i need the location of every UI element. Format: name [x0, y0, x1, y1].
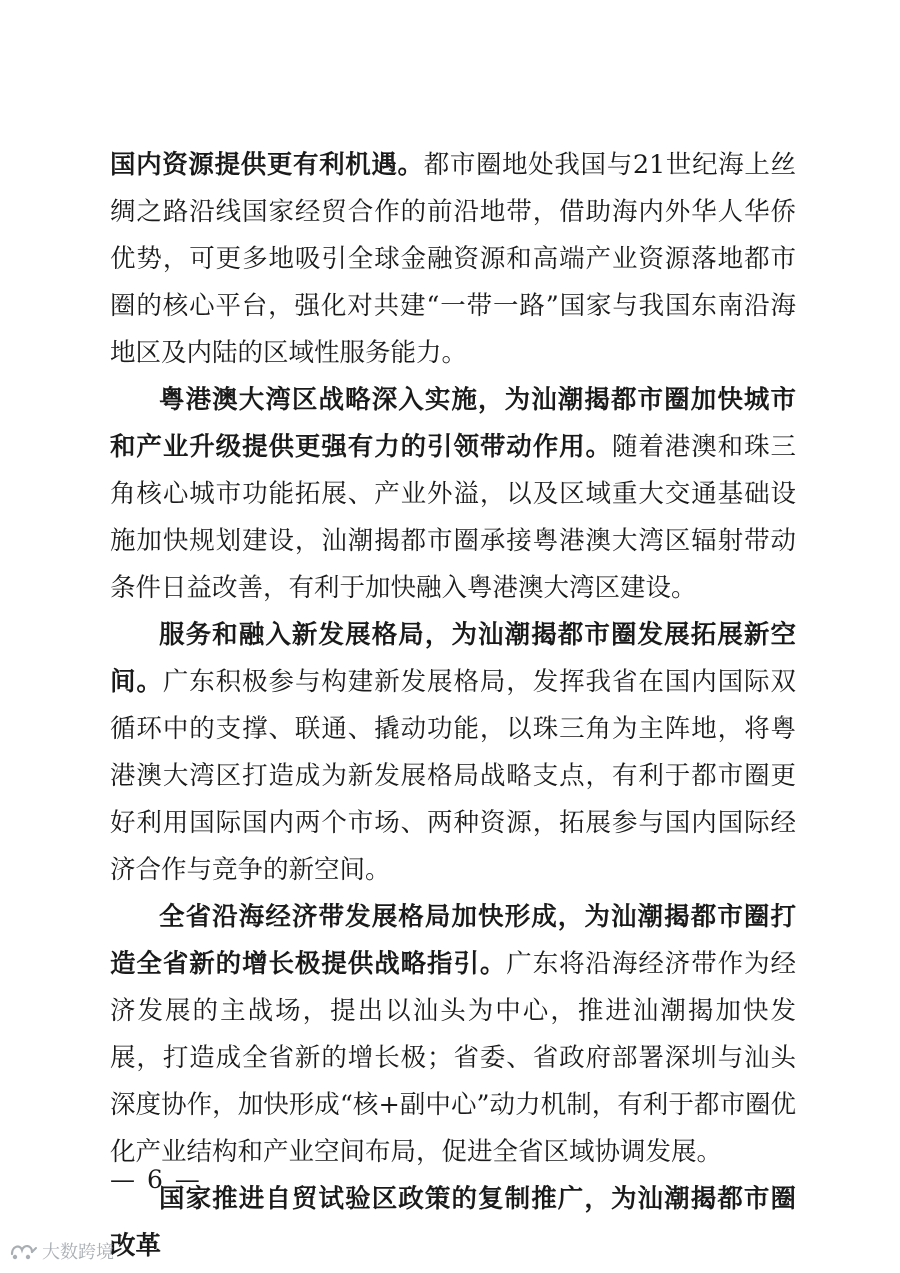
paragraph-text: 都市圈地处我国与21世纪海上丝绸之路沿线国家经贸合作的前沿地带，借助海内外华人华侨优势，可更多地吸引全球金融资源和高端产业资源落地都市圈的核心平台，强化对共建“一带一路”国家与我国东南沿海地区及内陆的区域性服务能力。: [110, 150, 796, 368]
paragraph-text: 随着港澳和珠三角核心城市功能拓展、产业外溢，以及区域重大交通基础设施加快规划建设，汕潮揭都市圈承接粤港澳大湾区辐射带动条件日益改善，有利于加快融入粤港澳大湾区建设。: [110, 432, 796, 603]
paragraph-lead: 国内资源提供更有利机遇。: [110, 150, 424, 180]
paragraph-lead: 全省沿海经济带发展格局加快形成，为汕潮揭都市圈打造全省新的增长极提供战略指引。: [110, 902, 796, 979]
watermark-text: 大数跨境: [42, 1242, 114, 1263]
paragraph-lead: 服务和融入新发展格局，为汕潮揭都市圈发展拓展新空间。: [110, 620, 796, 697]
paragraph-3: [110, 612, 796, 894]
paragraph-2: [110, 377, 796, 612]
page-number: — 6 —: [110, 1165, 202, 1194]
paragraph-text: 广东将沿海经济带作为经济发展的主战场，提出以汕头为中心，推进汕潮揭加快发展，打造成全省新的增长极；省委、省政府部署深圳与汕头深度协作，加快形成“核+副中心”动力机制，有利于都市圈优化产业结构和产业空间布局，促进全省区域协调发展。: [110, 949, 796, 1167]
brand-logo-icon: [8, 1240, 38, 1262]
paragraph-4: [110, 894, 796, 1176]
paragraph-text: 广东积极参与构建新发展格局，发挥我省在国内国际双循环中的支撑、联通、撬动功能，以珠三角为主阵地，将粤港澳大湾区打造成为新发展格局战略支点，有利于都市圈更好利用国际国内两个市场、两种资源，拓展参与国内国际经济合作与竞争的新空间。: [110, 667, 796, 885]
paragraph-lead: 粤港澳大湾区战略深入实施，为汕潮揭都市圈加快城市和产业升级提供更强有力的引领带动作用。: [110, 385, 796, 462]
paragraph-lead: 国家推进自贸试验区政策的复制推广，为汕潮揭都市圈改革: [110, 1184, 796, 1261]
watermark: [8, 1238, 114, 1264]
paragraph-5: [110, 1176, 796, 1270]
document-body: [110, 142, 796, 1270]
paragraph-1: [110, 142, 796, 377]
